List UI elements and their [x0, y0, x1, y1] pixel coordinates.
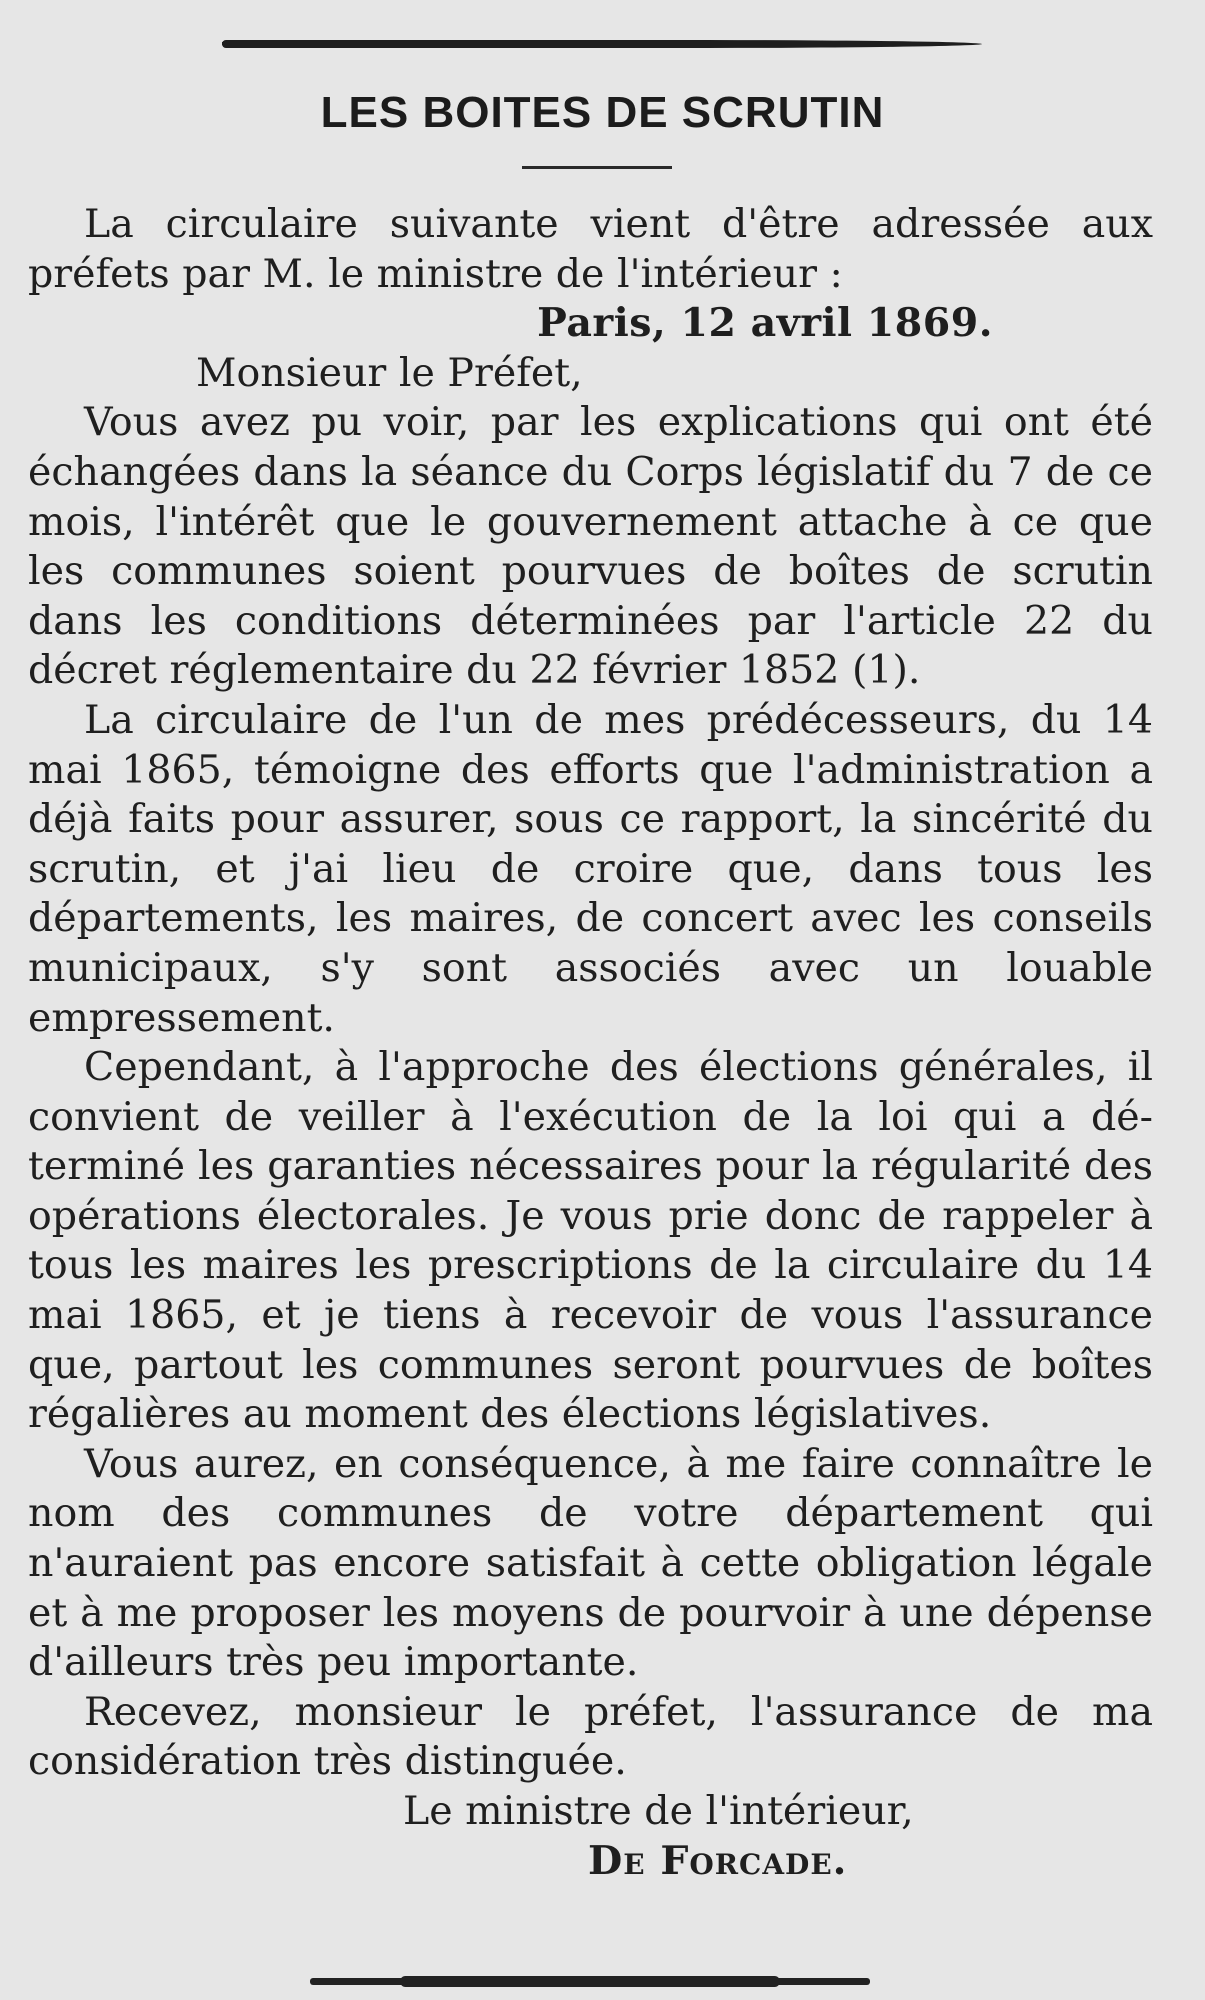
- body-paragraph-2: La circulaire de l'un de mes prédécesseurs, du 14 mai 1865, témoigne des efforts que l'administration a déjà faits pour assurer, sous ce rapport, la sincérité du scrutin, et j'ai lieu de croire que, dans tous les départements, les maires, de concert avec les conseils municipaux, s'y sont associés avec un louable empressement.: [28, 696, 1153, 1041]
- salutation: Monsieur le Préfet,: [196, 349, 583, 396]
- article-title: LES BOITES DE SCRUTIN: [320, 88, 885, 137]
- bottom-divider-rule: [310, 1978, 870, 1985]
- signature-name: De Forcade.: [588, 1837, 848, 1884]
- top-divider-rule: [222, 40, 982, 48]
- body-paragraph-4: Vous aurez, en conséquence, à me faire connaître le nom des communes de votre département qui n'auraient pas encore satisfait à cette obligation légale et à me proposer les moyens de pourvoir à une dépense d'ailleurs très peu importante.: [28, 1440, 1153, 1686]
- title-underline-rule: [522, 166, 672, 169]
- body-paragraph-3: Cependant, à l'approche des élections générales, il convient de veiller à l'exécution de la loi qui a déterminé les garanties nécessaires pour la régularité des opérations électorales. Je vous prie donc de rappeler à tous les maires les prescriptions de la circulaire du 14 mai 1865, et je tiens à recevoir de vous l'assurance que, partout les communes seront pourvues de boîtes régalières au moment des élections législatives.: [28, 1044, 1153, 1438]
- dateline: Paris, 12 avril 1869.: [537, 300, 993, 347]
- article-body: [28, 200, 1153, 1886]
- intro-paragraph: La circulaire suivante vient d'être adressée aux préfets par M. le ministre de l'intérieur :: [28, 201, 1153, 297]
- signature-title: Le ministre de l'intérieur,: [403, 1788, 914, 1834]
- closing-paragraph: Recevez, monsieur le préfet, l'assurance de ma considération très distinguée.: [28, 1688, 1153, 1785]
- body-paragraph-1: Vous avez pu voir, par les explications qui ont été échangées dans la séance du Corps législatif du 7 de ce mois, l'intérêt que le gouvernement attache à ce que les communes soient pourvues de boîtes de scrutin dans les conditions déterminées par l'article 22 du décret réglementaire du 22 février 1852 (1).: [28, 399, 1153, 694]
